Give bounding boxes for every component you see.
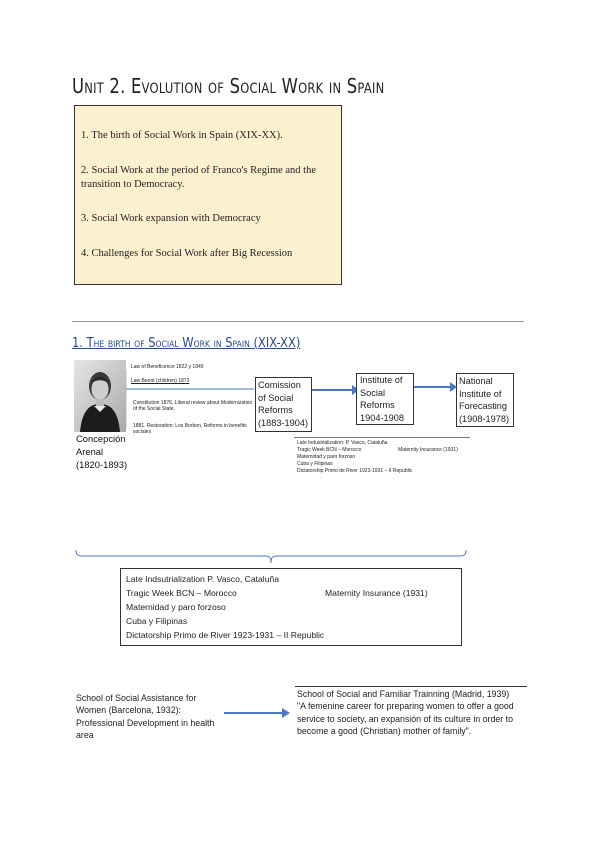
small-note-5: Dictatorship Primo de River 1923-1931 – II Republic [297, 468, 413, 474]
school-barcelona: School of Social Assistance for Women (Barcelona, 1932): Professional Development in health area [76, 693, 215, 741]
contents-item-3: 3. Social Work expansion with Democracy [81, 213, 261, 224]
national-name: National Institute of Forecasting [459, 376, 508, 412]
comission-name: Comission of Social Reforms [258, 380, 301, 416]
person-years: (1820-1893) [76, 459, 128, 470]
section-title: 1. The birth of Social Work in Spain (XIX-XX) [72, 335, 301, 351]
note-beneficence: Law of Beneficence 1822 y 1849 [131, 364, 204, 370]
comission-box [255, 377, 312, 432]
note-law-benot: Law Benot (children) 1873 [131, 378, 190, 384]
context-line-4: Cuba y Filipinas [126, 616, 188, 626]
contents-item-2: 2. Social Work at the period of Franco's Regime and the transition to Democracy. [81, 165, 317, 190]
note-constitution: Constitution 1876. Liberal review about Modernization of the Social State. [133, 400, 253, 412]
context-side-note: Maternity Insurance (1931) [325, 588, 428, 598]
context-line-1: Late Indsutrialization P. Vasco, Cataluña [126, 574, 280, 584]
comission-years: (1883-1904) [258, 417, 309, 428]
school-madrid [297, 688, 529, 738]
small-note-side: Maternity Insurance (1931) [398, 447, 458, 453]
national-box [456, 373, 514, 427]
arrow-to-madrid-school [224, 706, 292, 720]
section-divider [72, 321, 524, 322]
institute-box [356, 373, 414, 425]
madrid-school-rule [295, 686, 527, 687]
context-brace [75, 548, 467, 566]
person-name: Concepción Arenal [76, 433, 126, 457]
small-note-1: Late Industrialization: P. Vasco, Cataluña [297, 440, 388, 446]
contents-item-4: 4. Challenges for Social Work after Big Recession [81, 248, 293, 259]
small-note-4: Cuba y Filipinas [297, 461, 333, 467]
contents-item-1: 1. The birth of Social Work in Spain (XIX-XX). [81, 130, 283, 141]
timeline-bracket [126, 370, 256, 430]
school-madrid-title: School of Social and Familiar Trainning (Madrid, 1939) [297, 689, 510, 699]
context-line-3: Maternidad y paro forzoso [126, 602, 226, 612]
context-line-2: Tragic Week BCN – Morocco [126, 588, 237, 598]
arrow-to-institute [312, 382, 360, 398]
arrow-to-national [414, 379, 458, 395]
portrait-image [74, 360, 126, 432]
institute-years: 1904-1908 [360, 412, 404, 423]
school-madrid-quote: "A femenine career for preparing women to offer a good service to society, an expansión of its culture in order to become a good (Christian) mother of family". [297, 701, 514, 737]
small-note-3: Maternidad y paro forzoso [297, 454, 356, 460]
national-years: (1908-1978) [459, 413, 510, 424]
page-title: Unit 2. Evolution of Social Work in Spain [72, 74, 385, 98]
person-caption [76, 432, 136, 471]
institute-name: Institute of Social Reforms [360, 375, 403, 411]
context-line-5: Dictatorship Primo de River 1923-1931 – II Republic [126, 630, 325, 640]
context-box [120, 568, 462, 646]
small-notes-rule [294, 437, 470, 438]
contents-box [74, 105, 342, 285]
small-note-2: Tragic Week BCN – Morocco [297, 447, 362, 453]
note-restoration: 1881. Restoration: Los Borbon, Reforms in benefits sociales [133, 423, 247, 435]
